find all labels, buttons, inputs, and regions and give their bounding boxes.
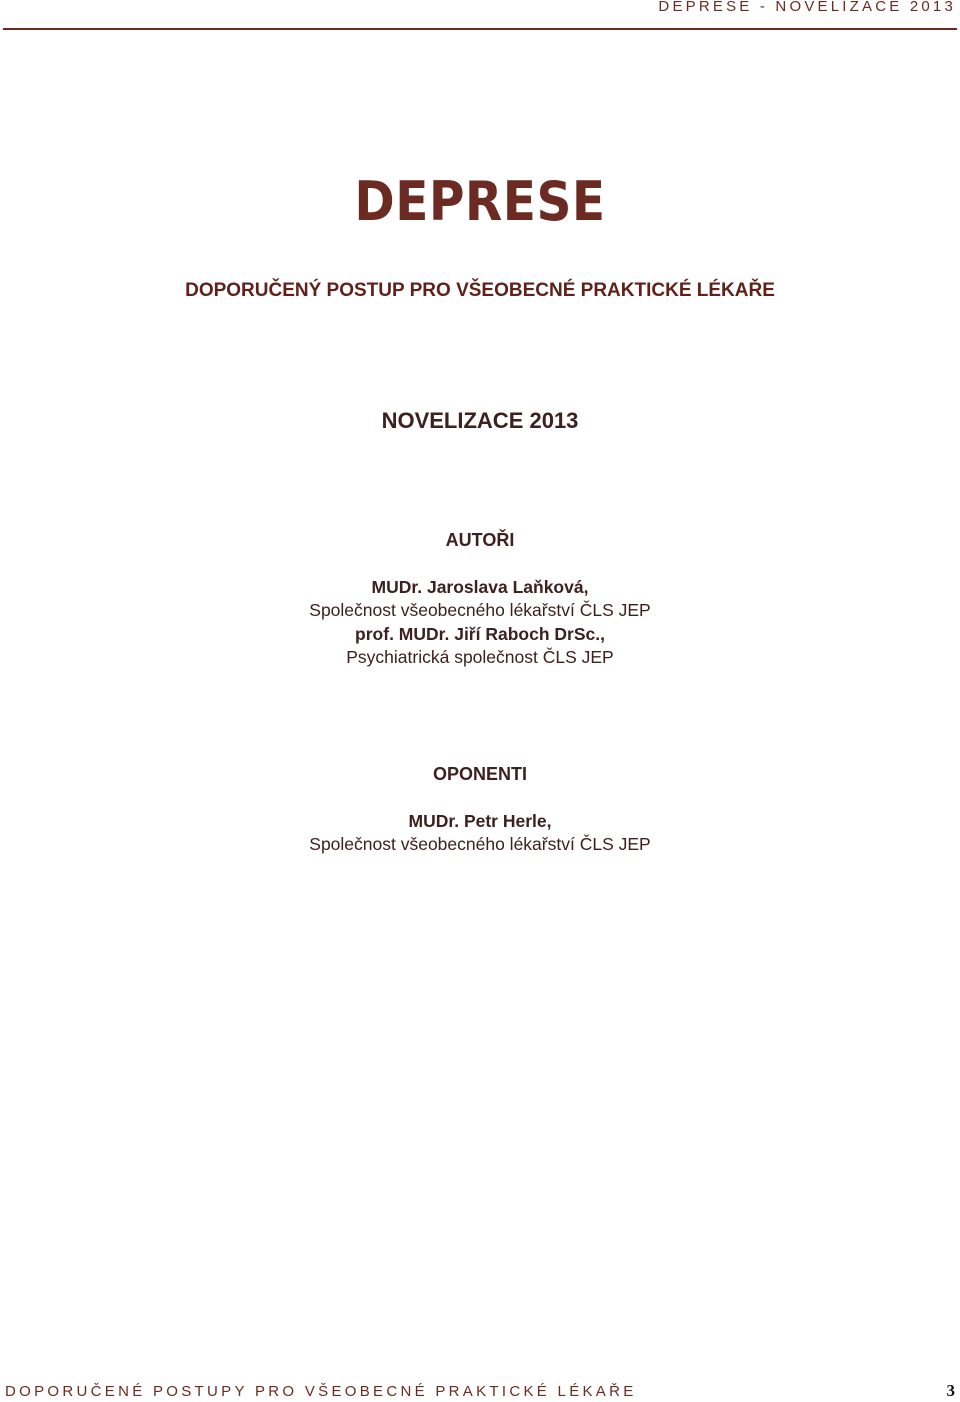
header-divider (3, 28, 957, 30)
author-name: prof. MUDr. Jiří Raboch DrSc., (355, 624, 605, 644)
opponent-name: MUDr. Petr Herle, (408, 811, 552, 831)
document-title: DEPRESE (354, 170, 606, 233)
opponent-affiliation: Společnost všeobecného lékařství ČLS JEP (309, 834, 651, 854)
opponents-heading: OPONENTI (432, 764, 527, 784)
author-affiliation: Společnost všeobecného lékařství ČLS JEP (309, 600, 651, 620)
author-name: MUDr. Jaroslava Laňková, (371, 577, 589, 597)
footer-series-title: DOPORUČENÉ POSTUPY PRO VŠEOBECNÉ PRAKTICKÉ LÉKAŘE (5, 1383, 637, 1400)
document-subtitle: DOPORUČENÝ POSTUP PRO VŠEOBECNÉ PRAKTICKÉ LÉKAŘE (185, 280, 775, 301)
page-number: 3 (946, 1381, 955, 1400)
edition-label: NOVELIZACE 2013 (381, 408, 579, 433)
authors-heading: AUTOŘI (445, 530, 515, 550)
author-affiliation: Psychiatrická společnost ČLS JEP (346, 647, 614, 667)
running-header-title: DEPRESE - NOVELIZACE 2013 (658, 0, 956, 15)
